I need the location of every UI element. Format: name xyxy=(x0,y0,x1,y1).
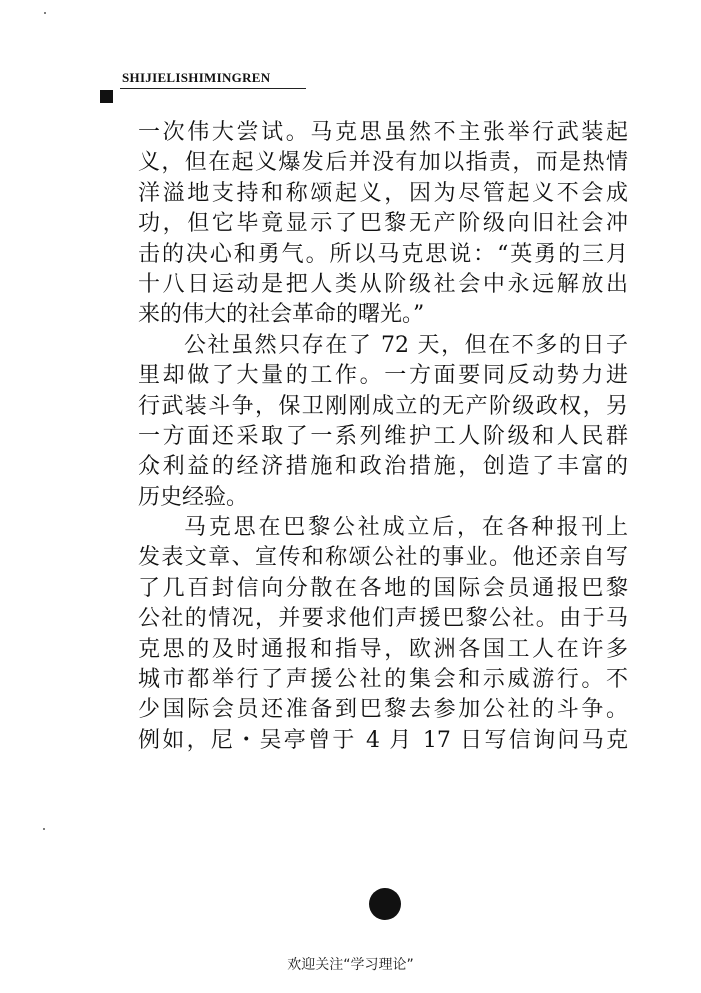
scan-speck xyxy=(43,828,45,830)
text-line: 公社虽然只存在了 72 天，但在不多的日子 xyxy=(184,332,628,358)
scan-speck xyxy=(44,12,46,14)
paragraph-1 xyxy=(138,118,628,331)
text-line: 马克思在巴黎公社成立后，在各种报刊上 xyxy=(184,515,628,541)
footer-note: 欢迎关注“学习理论” xyxy=(287,957,414,973)
body-text xyxy=(138,118,628,756)
text-line: 城市都举行了声援公社的集会和示威游行。不 xyxy=(138,667,628,693)
text-line: 十八日运动是把人类从阶级社会中永远解放出 xyxy=(138,271,628,297)
text-line: 少国际会员还准备到巴黎去参加公社的斗争。 xyxy=(138,697,628,723)
text-line: 公社的情况，并要求他们声援巴黎公社。由于马 xyxy=(138,606,628,632)
text-line: 一方面还采取了一系列维护工人阶级和人民群 xyxy=(138,423,628,449)
header-square-marker xyxy=(100,90,113,103)
text-line: 洋溢地支持和称颂起义，因为尽管起义不会成 xyxy=(138,180,628,206)
text-line: 来的伟大的社会革命的曙光。” xyxy=(138,302,425,328)
text-line: 义，但在起义爆发后并没有加以指责，而是热情 xyxy=(138,150,628,176)
text-line: 发表文章、宣传和称颂公社的事业。他还亲自写 xyxy=(138,545,628,571)
text-line: 众利益的经济措施和政治措施，创造了丰富的 xyxy=(138,454,628,480)
text-line: 例如，尼・吴亭曾于 4 月 17 日写信询问马克 xyxy=(138,727,628,753)
text-line: 行武装斗争，保卫刚刚成立的无产阶级政权，另 xyxy=(138,393,628,419)
text-line: 里却做了大量的工作。一方面要同反动势力进 xyxy=(138,363,628,389)
header-rule xyxy=(120,88,306,89)
text-line: 历史经验。 xyxy=(138,484,249,510)
text-line: 击的决心和勇气。所以马克思说：“英勇的三月 xyxy=(138,241,628,267)
text-line: 了几百封信向分散在各地的国际会员通报巴黎 xyxy=(138,575,628,601)
text-line: 一次伟大尝试。马克思虽然不主张举行武装起 xyxy=(138,120,628,145)
running-header: SHIJIELISHIMINGREN xyxy=(122,70,271,85)
text-line: 克思的及时通报和指导，欧洲各国工人在许多 xyxy=(138,636,628,662)
text-line: 功，但它毕竟显示了巴黎无产阶级向旧社会冲 xyxy=(138,211,628,237)
page-marker-dot xyxy=(369,888,401,920)
paragraph-2 xyxy=(138,331,628,513)
paragraph-3 xyxy=(138,513,628,756)
